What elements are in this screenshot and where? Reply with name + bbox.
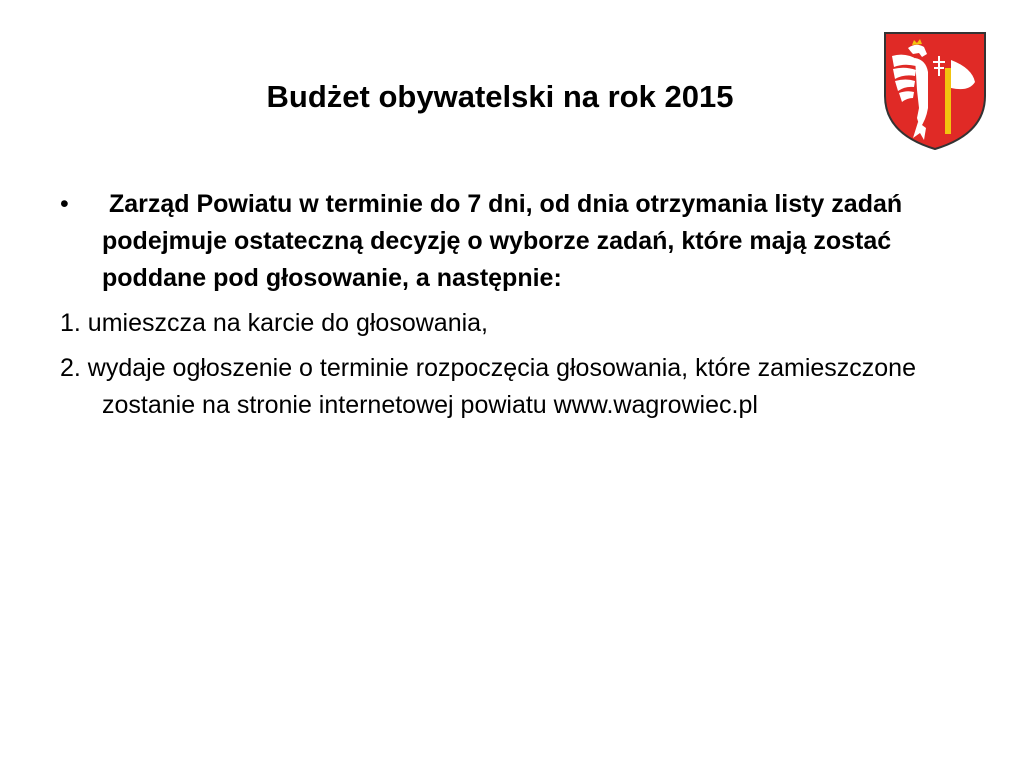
- coat-of-arms-icon: [882, 30, 988, 152]
- bullet-text: Zarząd Powiatu w terminie do 7 dni, od dnia otrzymania listy zadań podejmuje ostateczną decyzję o wyborze zadań, które mają zostać poddane pod głosowanie, a następnie:: [102, 190, 903, 292]
- bullet-paragraph: [60, 186, 960, 297]
- bullet-marker: •: [60, 190, 69, 218]
- list-item-2: 2. wydaje ogłoszenie o terminie rozpoczęcia głosowania, które zamieszczone zostanie na stronie internetowej powiatu www.wagrowiec.pl: [60, 354, 916, 419]
- slide-content: [60, 186, 960, 432]
- crest-shield: [885, 33, 985, 149]
- slide-title: Budżet obywatelski na rok 2015: [266, 79, 734, 114]
- list-item-1: 1. umieszcza na karcie do głosowania,: [60, 309, 489, 337]
